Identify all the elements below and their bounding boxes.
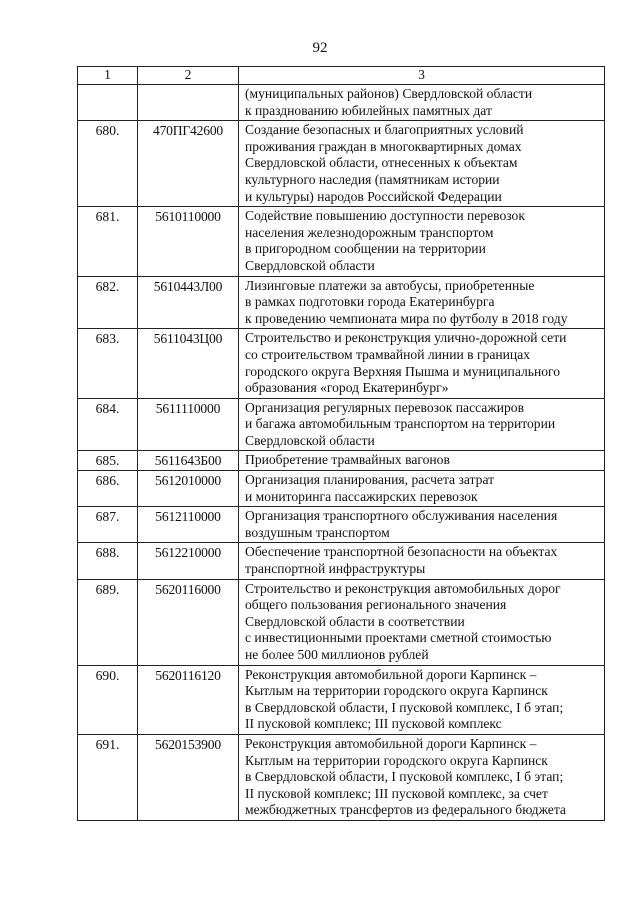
row-code: 5620116000: [138, 579, 239, 665]
row-name: Создание безопасных и благоприятных условий проживания граждан в многоквартирных домах Свердловской области, отнесенных к объектам культурного наследия (памятникам истории и культуры) народов Российской Федерации: [239, 121, 605, 207]
row-name: Организация регулярных перевозок пассажиров и багажа автомобильным транспортом на территории Свердловской области: [239, 398, 605, 451]
table-row: [78, 207, 605, 276]
table-header-row: [78, 67, 605, 85]
row-code: 5610110000: [138, 207, 239, 276]
row-code: [138, 85, 239, 121]
row-number: 689.: [78, 579, 138, 665]
row-name: Лизинговые платежи за автобусы, приобретенные в рамках подготовки города Екатеринбурга к проведению чемпионата мира по футболу в 2018 году: [239, 276, 605, 329]
row-name: Содействие повышению доступности перевозок населения железнодорожным транспортом в пригородном сообщении на территории Свердловской области: [239, 207, 605, 276]
page-number: 92: [312, 40, 328, 56]
row-code: 5611110000: [138, 398, 239, 451]
row-code: 470ПГ42600: [138, 121, 239, 207]
row-number: 688.: [78, 543, 138, 579]
row-code: 5612110000: [138, 507, 239, 543]
table-row: [78, 543, 605, 579]
row-name: Организация планирования, расчета затрат и мониторинга пассажирских перевозок: [239, 471, 605, 507]
table-row: [78, 665, 605, 734]
row-name: Строительство и реконструкция улично-дорожной сети со строительством трамвайной линии в границах городского округа Верхняя Пышма и муниципального образования «город Екатеринбург»: [239, 329, 605, 398]
row-number: [78, 85, 138, 121]
row-code: 5620153900: [138, 734, 239, 820]
budget-classification-table: [77, 66, 605, 821]
table-row: [78, 121, 605, 207]
row-number: 681.: [78, 207, 138, 276]
table-row: [78, 471, 605, 507]
table-row: [78, 329, 605, 398]
row-number: 682.: [78, 276, 138, 329]
row-code: 5611643Б00: [138, 451, 239, 471]
column-header-2: 2: [138, 67, 239, 85]
row-name: Строительство и реконструкция автомобильных дорог общего пользования регионального значения Свердловской области в соответствии с инвестиционными проектами сметной стоимостью не более 500 миллионов рублей: [239, 579, 605, 665]
row-number: 684.: [78, 398, 138, 451]
table-row: [78, 734, 605, 820]
row-number: 691.: [78, 734, 138, 820]
row-name: Обеспечение транспортной безопасности на объектах транспортной инфраструктуры: [239, 543, 605, 579]
row-code: 5610443Л00: [138, 276, 239, 329]
column-header-3: 3: [239, 67, 605, 85]
row-name: (муниципальных районов) Свердловской области к празднованию юбилейных памятных дат: [239, 85, 605, 121]
row-name: Реконструкция автомобильной дороги Карпинск – Кытлым на территории городского округа Карпинск в Свердловской области, I пусковой комплекс, I б этап; II пусковой комплекс; III пусковой комплекс, за счет межбюджетных трансфертов из федерального бюджета: [239, 734, 605, 820]
continuation-row: [78, 85, 605, 121]
column-header-1: 1: [78, 67, 138, 85]
row-number: 680.: [78, 121, 138, 207]
table-row: [78, 276, 605, 329]
row-number: 687.: [78, 507, 138, 543]
row-code: 5612010000: [138, 471, 239, 507]
table-row: [78, 579, 605, 665]
table-row: [78, 507, 605, 543]
row-number: 690.: [78, 665, 138, 734]
row-name: Организация транспортного обслуживания населения воздушным транспортом: [239, 507, 605, 543]
row-code: 5612210000: [138, 543, 239, 579]
table-row: [78, 398, 605, 451]
row-code: 5620116120: [138, 665, 239, 734]
row-name: Реконструкция автомобильной дороги Карпинск – Кытлым на территории городского округа Карпинск в Свердловской области, I пусковой комплекс, I б этап; II пусковой комплекс; III пусковой комплекс: [239, 665, 605, 734]
row-number: 683.: [78, 329, 138, 398]
row-name: Приобретение трамвайных вагонов: [239, 451, 605, 471]
row-number: 685.: [78, 451, 138, 471]
row-code: 5611043Ц00: [138, 329, 239, 398]
table-row: [78, 451, 605, 471]
row-number: 686.: [78, 471, 138, 507]
